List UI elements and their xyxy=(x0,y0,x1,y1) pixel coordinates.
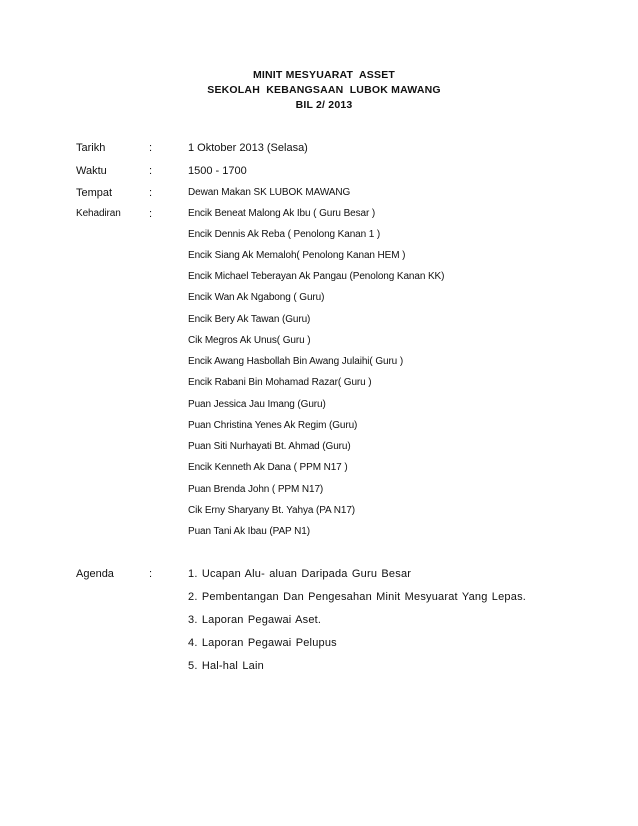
tarikh-label: Tarikh xyxy=(76,142,106,154)
agenda-item: 5. Hal-hal Lain xyxy=(188,660,264,672)
agenda-item-row xyxy=(0,658,638,674)
agenda-item-row xyxy=(0,589,638,605)
attendee-row xyxy=(0,227,638,243)
attendee-row xyxy=(0,439,638,455)
header-title: MINIT MESYUARAT ASSET xyxy=(252,69,396,81)
attendee-item: Puan Brenda John ( PPM N17) xyxy=(188,484,324,495)
agenda-label: Agenda xyxy=(76,568,114,580)
attendee-item: Puan Christina Yenes Ak Regim (Guru) xyxy=(188,420,358,431)
attendee-item: Encik Siang Ak Memaloh( Penolong Kanan HEM ) xyxy=(188,250,406,261)
agenda-item-row xyxy=(0,635,638,651)
attendee-item: Encik Beneat Malong Ak Ibu ( Guru Besar ) xyxy=(188,208,376,219)
header-school-name: SEKOLAH KEBANGSAAN LUBOK MAWANG xyxy=(207,84,441,96)
attendee-row xyxy=(0,524,638,540)
tarikh-row xyxy=(0,140,638,156)
attendee-row xyxy=(0,482,638,498)
agenda-item: 2. Pembentangan Dan Pengesahan Minit Mesyuarat Yang Lepas. xyxy=(188,591,527,603)
attendee-item: Encik Dennis Ak Reba ( Penolong Kanan 1 ) xyxy=(188,229,381,240)
tarikh-value: 1 Oktober 2013 (Selasa) xyxy=(188,142,308,154)
kehadiran-row xyxy=(0,206,638,222)
agenda-item-row xyxy=(0,612,638,628)
attendee-item: Encik Wan Ak Ngabong ( Guru) xyxy=(188,292,325,303)
agenda-item: 4. Laporan Pegawai Pelupus xyxy=(188,637,337,649)
agenda-colon: : xyxy=(149,568,153,580)
attendee-row xyxy=(0,460,638,476)
attendee-row xyxy=(0,397,638,413)
attendee-row xyxy=(0,375,638,391)
attendee-item: Puan Jessica Jau Imang (Guru) xyxy=(188,399,326,410)
waktu-row xyxy=(0,163,638,179)
attendee-item: Encik Kenneth Ak Dana ( PPM N17 ) xyxy=(188,462,348,473)
attendee-item: Encik Rabani Bin Mohamad Razar( Guru ) xyxy=(188,377,372,388)
waktu-colon: : xyxy=(149,165,153,177)
kehadiran-label: Kehadiran xyxy=(76,208,121,219)
agenda-row xyxy=(0,566,638,582)
agenda-item: 3. Laporan Pegawai Aset. xyxy=(188,614,322,626)
attendee-item: Puan Siti Nurhayati Bt. Ahmad (Guru) xyxy=(188,441,351,452)
attendee-row xyxy=(0,312,638,328)
tempat-label: Tempat xyxy=(76,187,113,199)
attendee-row xyxy=(0,503,638,519)
attendee-row xyxy=(0,333,638,349)
waktu-label: Waktu xyxy=(76,165,107,177)
header-meeting-number: BIL 2/ 2013 xyxy=(295,99,353,111)
attendee-row xyxy=(0,354,638,370)
tempat-value: Dewan Makan SK LUBOK MAWANG xyxy=(188,187,351,198)
attendee-item: Encik Awang Hasbollah Bin Awang Julaihi( Guru ) xyxy=(188,356,404,367)
document-header xyxy=(0,68,638,113)
attendee-row xyxy=(0,290,638,306)
kehadiran-colon: : xyxy=(149,208,153,220)
tempat-colon: : xyxy=(149,187,153,199)
waktu-value: 1500 - 1700 xyxy=(188,165,247,177)
attendee-item: Cik Erny Sharyany Bt. Yahya (PA N17) xyxy=(188,505,356,516)
attendee-item: Puan Tani Ak Ibau (PAP N1) xyxy=(188,526,310,537)
attendee-item: Cik Megros Ak Unus( Guru ) xyxy=(188,335,311,346)
attendee-row xyxy=(0,418,638,434)
attendee-row xyxy=(0,269,638,285)
agenda-item: 1. Ucapan Alu- aluan Daripada Guru Besar xyxy=(188,568,412,580)
tarikh-colon: : xyxy=(149,142,153,154)
tempat-row xyxy=(0,185,638,201)
attendee-item: Encik Bery Ak Tawan (Guru) xyxy=(188,314,311,325)
attendee-item: Encik Michael Teberayan Ak Pangau (Penolong Kanan KK) xyxy=(188,271,445,282)
attendee-row xyxy=(0,248,638,264)
